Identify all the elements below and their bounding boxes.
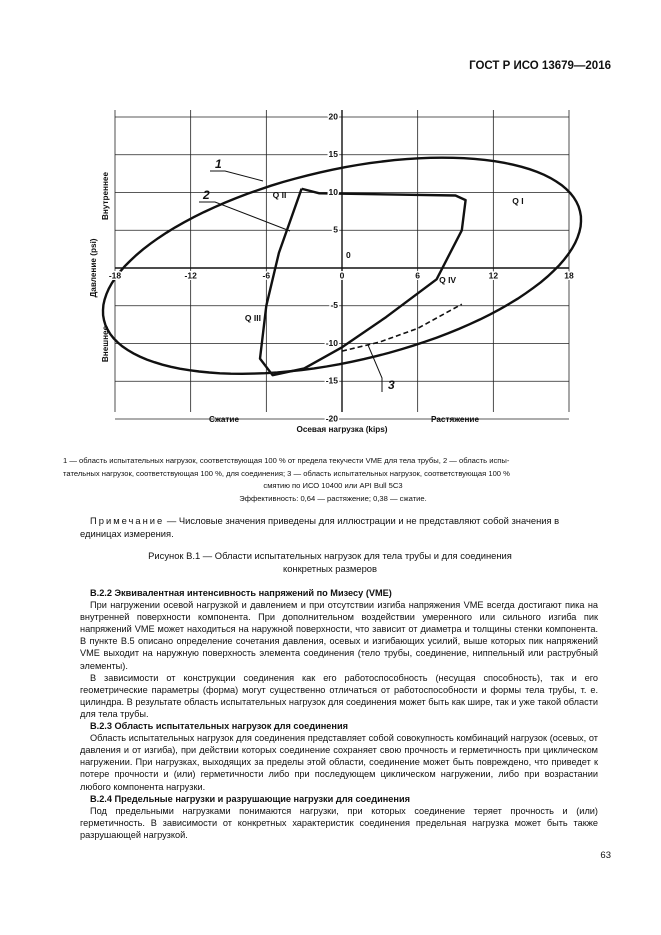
paragraph-3: Область испытательных нагрузок для соединения представляет собой совокупность комбинаций нагрузок (осевых, от давления и от изгиба), при действии которых соединение сохраняет свою прочность и герметичность при циклическом нагружении. При нагрузках, выходящих за пределы этой области, соединение может быть повреждено, что приведет к потере прочности и (или) герметичности либо при последующем циклическом нагружении, либо при возрастании любого компонента нагрузки. [80,733,598,792]
origin-label: 0 [346,250,351,261]
note-text: — Числовые значения приведены для иллюстрации и не представляют собой значения в единицах измерения. [80,515,560,539]
x-tick-label: -18 [108,270,122,281]
y-axis-title: Давление (psi) [89,238,98,298]
x-axis-title: Осевая нагрузка (kips) [296,425,388,434]
y-tick-label: 15 [328,149,338,159]
paragraph-4: Под предельными нагрузками понимаются нагрузки, при которых соединение теряет прочность и (или) герметичность. В зависимости от конкретных характеристик соединения предельная нагрузка может быть также разрушающей нагрузкой. [80,805,598,840]
y-tick-label: -15 [325,375,338,386]
callout-label-3: 3 [388,378,395,392]
callout-label-1: 1 [215,157,222,171]
figure-caption-line-1: Рисунок В.1 — Области испытательных нагрузок для тела трубы и для соединения [148,550,512,561]
legend-efficiency: Эффективность: 0,64 — растяжение; 0,38 — сжатие. [239,493,427,503]
figure-legend [63,455,603,505]
y-tick-label: -5 [330,300,338,310]
series-2-connection-envelope [260,186,466,376]
standard-header: ГОСТ Р ИСО 13679—2016 [469,60,611,72]
y-tick-label: -10 [325,337,338,348]
body-text [80,587,598,841]
y-tick-label: -20 [325,413,338,424]
callout-leader-3 [368,345,382,392]
y-tick-label: 5 [333,224,338,235]
figure-note [80,515,600,540]
x-tick-label: 18 [564,270,574,281]
y-top-region-label: Внутреннее [101,171,110,221]
callout-label-2: 2 [203,188,210,202]
paragraph-2: В зависимости от конструкции соединения как его работоспособность (несущая способность), так и его геометрические параметры (форма) могут существенно отличаться от работоспособности и формы тела трубы, т. е. цилиндра. В результате область испытательных нагрузок для соединения может быть как шире, так и уже такой области для тела трубы. [80,672,598,719]
section-heading-b22: В.2.2 Эквивалентная интенсивность напряжений по Мизесу (VME) [90,588,392,598]
quadrant-label: Q IV [439,275,457,286]
figure-caption-line-2: конкретных размеров [282,562,377,574]
chart-grid [115,110,569,419]
section-heading-b23: В.2.3 Область испытательных нагрузок для соединения [90,721,348,732]
note-label: Примечание [90,515,165,526]
quadrant-label: Q I [512,195,524,206]
x-tick-label: -12 [184,270,197,281]
quadrant-label: Q II [272,189,287,200]
series-3-collapse-line [342,304,462,351]
section-heading-b24: В.2.4 Предельные нагрузки и разрушающие нагрузки для соединения [90,793,410,804]
paragraph-1: При нагружении осевой нагрузкой и давлением и при отсутствии изгиба напряжения VME всегда достигают пика на внутренней поверхности компонента. При дополнительном воздействии умеренного или сильного изгиба пик напряжений VME может находиться на наружной поверхности, что зависит от диаметра и толщины стенки компонента. В пункте В.5 описано определение сочетания давления, осевых и изгибающих усилий, выше которых пик напряжений VME выходит на наружную поверхность элемента соединения (тело трубы, соединение, ниппельный или раструбный элементы). [80,600,598,671]
x-tick-label: 6 [415,270,421,281]
y-tick-label: 10 [328,186,338,197]
page-number: 63 [600,850,611,861]
x-right-region-label: Растяжение [430,415,480,424]
y-tick-label: 20 [328,111,338,122]
legend-line-3: смятию по ИСО 10400 или API Bull 5C3 [263,481,403,490]
x-tick-label: -6 [262,270,271,281]
callout-leader-1 [210,171,263,181]
figure-caption [60,550,600,575]
legend-line-1: 1 — область испытательных нагрузок, соответствующая 100 % от предела текучести VME для тела трубы, 2 — область испы- [63,456,510,465]
y-bottom-region-label: Внешнее [101,325,110,363]
chart-labels [89,111,574,434]
legend-line-2: тательных нагрузок, соответствующая 100 %, для соединения; 3 — область испытательных нагрузок, соответствующая 100 % [63,468,510,478]
x-tick-label: 12 [488,270,499,281]
x-tick-label: 0 [339,270,345,281]
x-left-region-label: Сжатие [208,415,240,424]
quadrant-label: Q III [244,312,261,323]
callout-leader-2 [199,202,290,231]
